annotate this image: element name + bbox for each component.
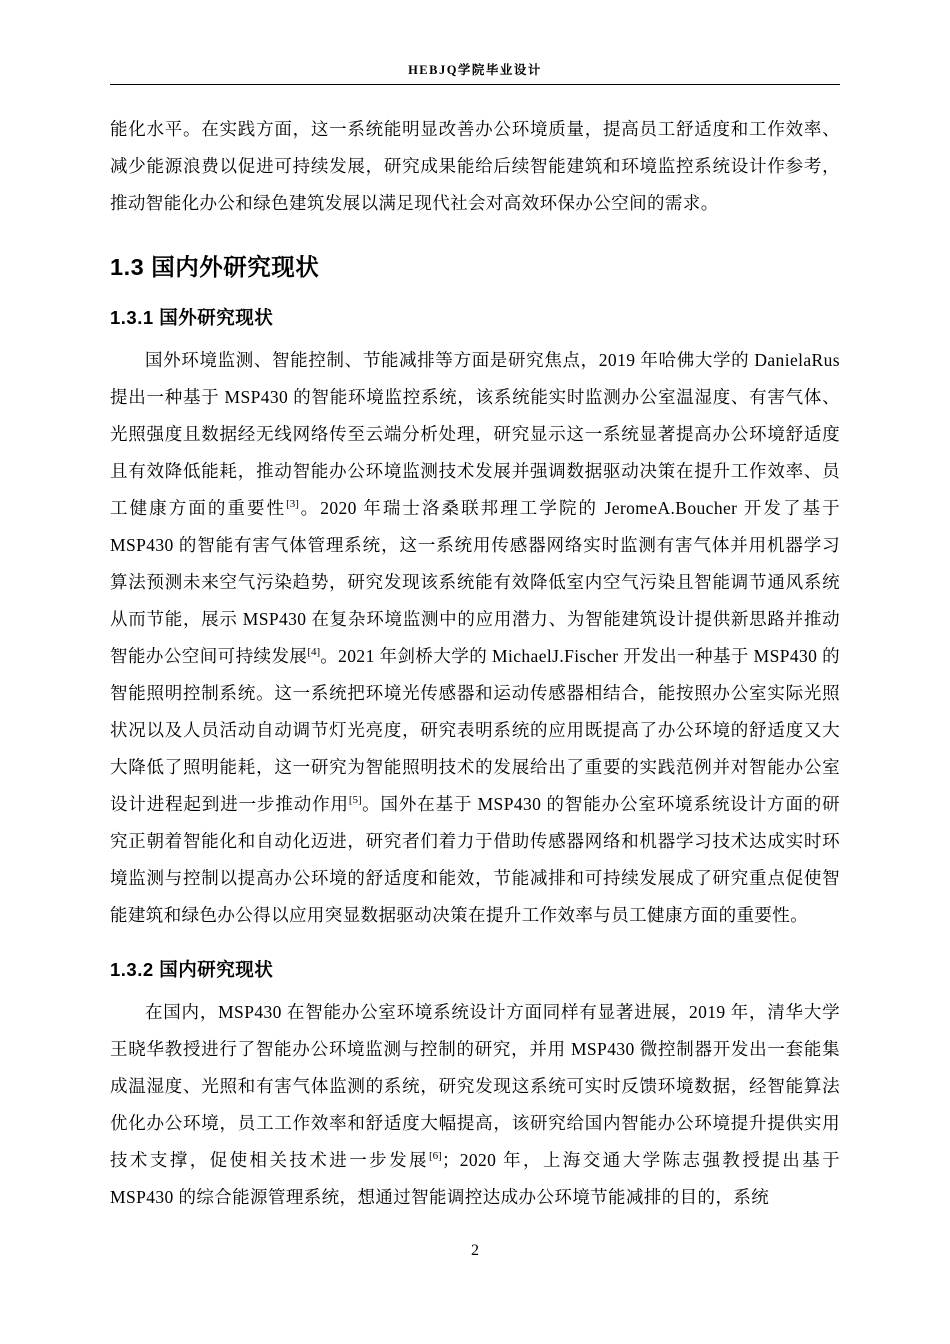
- paragraph-continuation: 能化水平。在实践方面，这一系统能明显改善办公环境质量，提高员工舒适度和工作效率、减少能源浪费以促进可持续发展，研究成果能给后续智能建筑和环境监控系统设计作参考，推动智能化办公和绿色建筑发展以满足现代社会对高效环保办公空间的需求。: [110, 119, 840, 213]
- subsection-heading-1-3-1: 1.3.1 国外研究现状: [110, 307, 274, 328]
- paragraph-foreign-research: 国外环境监测、智能控制、节能减排等方面是研究焦点，2019 年哈佛大学的 DanielaRus 提出一种基于 MSP430 的智能环境监控系统，该系统能实时监测办公室温湿度、有害气体、光照强度且数据经无线网络传至云端分析处理，研究显示这一系统显著提高办公环境舒适度且有效降低能耗，推动智能办公环境监测技术发展并强调数据驱动决策在提升工作效率、员工健康方面的重要性[3]。2020 年瑞士洛桑联邦理工学院的 JeromeA.Boucher 开发了基于 MSP430 的智能有害气体管理系统，这一系统用传感器网络实时监测有害气体并用机器学习算法预测未来空气污染趋势，研究发现该系统能有效降低室内空气污染且智能调节通风系统从而节能，展示 MSP430 在复杂环境监测中的应用潜力、为智能建筑设计提供新思路并推动智能办公空间可持续发展[4]。2021 年剑桥大学的 MichaelJ.Fischer 开发出一种基于 MSP430 的智能照明控制系统。这一系统把环境光传感器和运动传感器相结合，能按照办公室实际光照状况以及人员活动自动调节灯光亮度，研究表明系统的应用既提高了办公环境的舒适度又大大降低了照明能耗，这一研究为智能照明技术的发展给出了重要的实践范例并对智能办公室设计进程起到进一步推动作用[5]。国外在基于 MSP430 的智能办公室环境系统设计方面的研究正朝着智能化和自动化迈进，研究者们着力于借助传感器网络和机器学习技术达成实时环境监测与控制以提高办公环境的舒适度和能效，节能减排和可持续发展成了研究重点促使智能建筑和绿色办公得以应用突显数据驱动决策在提升工作效率与员工健康方面的重要性。: [110, 350, 841, 925]
- paragraph-domestic-research: 在国内，MSP430 在智能办公室环境系统设计方面同样有显著进展，2019 年，清华大学王晓华教授进行了智能办公环境监测与控制的研究，并用 MSP430 微控制器开发出一套能集成温湿度、光照和有害气体监测的系统，研究发现这系统可实时反馈环境数据，经智能算法优化办公环境，员工工作效率和舒适度大幅提高，该研究给国内智能办公环境提升提供实用技术支撑，促使相关技术进一步发展[6]；2020 年，上海交通大学陈志强教授提出基于 MSP430 的综合能源管理系统，想通过智能调控达成办公环境节能减排的目的，系统: [110, 1002, 840, 1207]
- header-title: HEBJQ学院毕业设计: [408, 63, 542, 77]
- section-heading-1-3: 1.3 国内外研究现状: [110, 254, 320, 280]
- page-footer: [0, 1242, 950, 1260]
- document-content: [110, 85, 840, 1216]
- page-header: [110, 60, 840, 85]
- page-number: 2: [471, 1242, 479, 1259]
- subsection-heading-1-3-2: 1.3.2 国内研究现状: [110, 959, 274, 980]
